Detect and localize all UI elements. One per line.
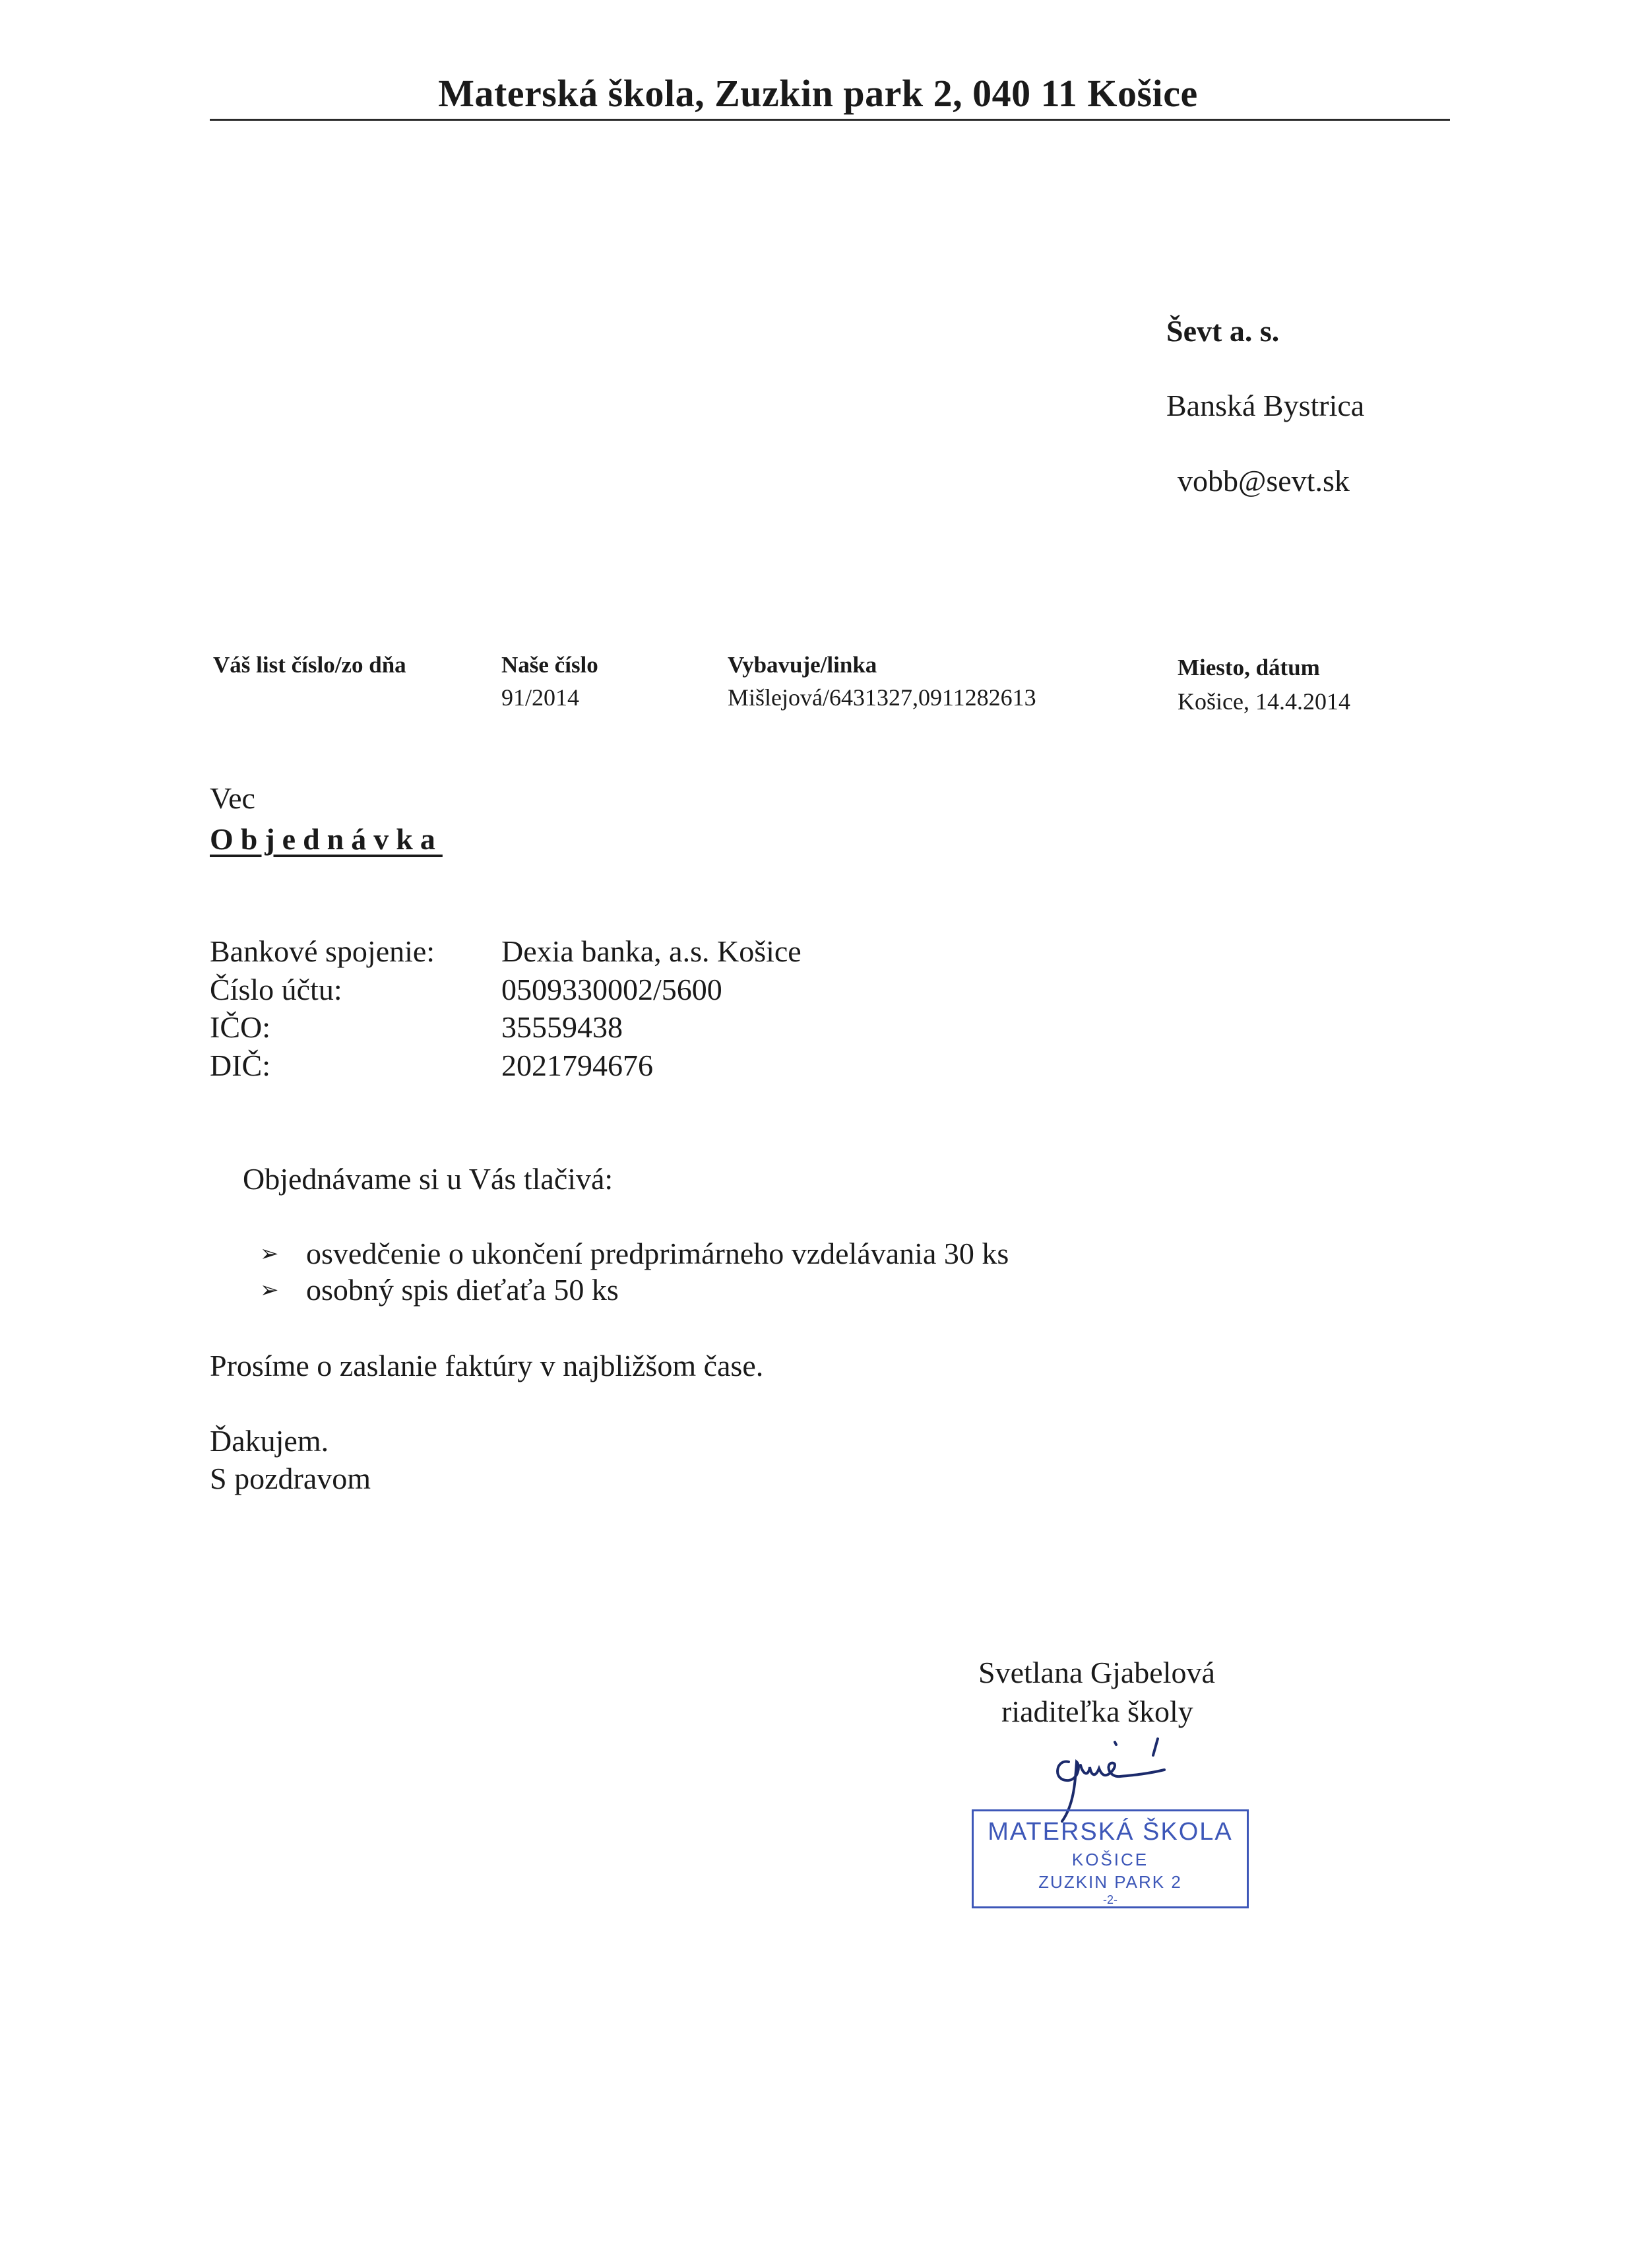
letterhead-title: Materská škola, Zuzkin park 2, 040 11 Košice xyxy=(438,72,1198,115)
handled-by-value: Mišlejová/6431327,0911282613 xyxy=(728,684,1036,711)
arrow-bullet-icon: ➢ xyxy=(260,1277,279,1303)
recipient-name: Ševt a. s. xyxy=(1166,314,1280,348)
arrow-bullet-icon: ➢ xyxy=(260,1241,279,1267)
thanks-line: Ďakujem. xyxy=(210,1424,329,1458)
signatory-name: Svetlana Gjabelová xyxy=(978,1656,1215,1689)
signatory-role: riaditeľka školy xyxy=(1001,1695,1193,1728)
bank-connection-label: Bankové spojenie: xyxy=(210,934,435,968)
bank-connection-value: Dexia banka, a.s. Košice xyxy=(501,934,802,968)
stamp-line-city: KOŠICE xyxy=(1071,1850,1149,1869)
order-intro: Objednávame si u Vás tlačivá: xyxy=(243,1162,614,1196)
your-letter-label: Váš list číslo/zo dňa xyxy=(213,652,406,678)
recipient-email: vobb@sevt.sk xyxy=(1178,464,1350,498)
our-number-label: Naše číslo xyxy=(501,652,598,678)
regards-line: S pozdravom xyxy=(210,1462,371,1495)
letterhead-divider xyxy=(210,119,1450,121)
place-date-label: Miesto, dátum xyxy=(1178,655,1320,680)
subject-label: Vec xyxy=(210,781,255,815)
our-number-value: 91/2014 xyxy=(501,684,580,711)
ico-label: IČO: xyxy=(210,1010,270,1044)
place-date-value: Košice, 14.4.2014 xyxy=(1178,688,1350,715)
invoice-request: Prosíme o zaslanie faktúry v najbližšom čase. xyxy=(210,1349,764,1382)
school-stamp xyxy=(972,1809,1249,1908)
dic-label: DIČ: xyxy=(210,1049,270,1082)
ico-value: 35559438 xyxy=(501,1010,623,1044)
list-item-text: osobný spis dieťaťa 50 ks xyxy=(306,1273,619,1307)
account-number-label: Číslo účtu: xyxy=(210,973,342,1006)
dic-value: 2021794676 xyxy=(501,1049,653,1082)
subject-title: Objednávka xyxy=(210,822,443,856)
handled-by-label: Vybavuje/linka xyxy=(728,652,877,678)
account-number-value: 0509330002/5600 xyxy=(501,973,722,1006)
recipient-city: Banská Bystrica xyxy=(1166,389,1365,422)
stamp-line-number: -2- xyxy=(1103,1893,1117,1906)
list-item xyxy=(260,1272,619,1307)
list-item-text: osvedčenie o ukončení predprimárneho vzdelávania 30 ks xyxy=(306,1237,1009,1270)
stamp-line-school: MATERSKÁ ŠKOLA xyxy=(988,1818,1233,1846)
stamp-line-address: ZUZKIN PARK 2 xyxy=(1038,1872,1182,1892)
list-item xyxy=(260,1236,1009,1271)
